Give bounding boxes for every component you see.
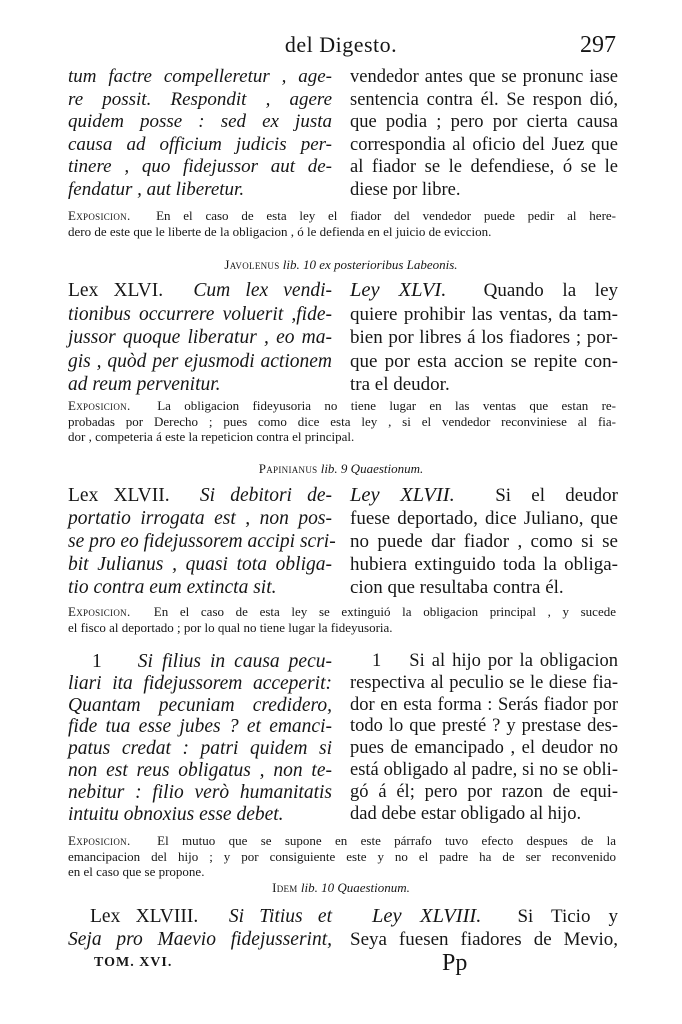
- exposicion-line: dero de este que le liberte de la obligacion , ó le defienda en el juicio de eviccion.: [68, 223, 492, 239]
- latin-line: ad reum pervenitur.: [68, 374, 221, 395]
- spanish-line: diese por libre.: [350, 179, 461, 200]
- latin-line: gis , quòd per ejusmodi actionem: [68, 350, 332, 372]
- latin-column: [68, 905, 338, 951]
- spanish-line: 1 Si al hijo por la obligacion: [372, 651, 619, 671]
- source-author: Idem: [272, 880, 298, 895]
- exposicion-line: el fisco al deportado ; por lo qual no tiene lugar la fideyusoria.: [68, 619, 393, 635]
- latin-line: bit Julianus , quasi tota obliga-: [68, 554, 332, 575]
- exposicion-note: [68, 604, 616, 635]
- spanish-line: bien por libres á los fiadores ; por-: [350, 327, 618, 348]
- spanish-column: [350, 484, 618, 599]
- spanish-line: Ley XLVII. Si el deudor: [350, 484, 618, 506]
- exposicion-line: Exposicion. En el caso de esta ley se extinguió la obligacion principal , y sucede: [68, 604, 616, 619]
- law-47-paragraph-1: [0, 651, 682, 825]
- spanish-line: quiere prohibir las ventas, da tam-: [350, 303, 618, 325]
- source-citation: [0, 461, 682, 476]
- spanish-line: Ley XLVI. Quando la ley: [350, 279, 618, 301]
- source-author: Javolenus: [224, 257, 280, 272]
- spanish-line: no puede dar fiador , como si se: [350, 531, 618, 552]
- latin-column: [68, 279, 338, 397]
- source-citation: [0, 257, 682, 272]
- latin-line: re possit. Respondit , agere: [68, 88, 332, 110]
- page-number: 297: [580, 32, 616, 58]
- latin-column: [68, 651, 338, 825]
- exposicion-line: Exposicion. El mutuo que se supone en este párrafo tuvo efecto despues de la: [68, 833, 617, 848]
- latin-line: tio contra eum extincta sit.: [68, 577, 277, 598]
- exposicion-line: Exposicion. En el caso de esta ley el fiador del vendedor puede pedir al here-: [68, 208, 616, 223]
- law-47: [0, 484, 682, 599]
- latin-line: portatio irrogata est , non pos-: [68, 508, 332, 529]
- latin-line: causa ad officium judicis per-: [68, 133, 332, 155]
- latin-line: Seja pro Maevio fidejusserint,: [68, 929, 332, 950]
- latin-line: non est reus obligatus , non te-: [68, 759, 332, 781]
- source-author: Papinianus: [258, 461, 318, 476]
- latin-line: nebitur : filio verò humanitatis: [68, 781, 332, 803]
- latin-line: liari ita fidejussorem acceperit:: [68, 672, 332, 694]
- spanish-line: vendedor antes que se pronunc iase: [350, 67, 618, 87]
- exposicion-line: emancipacion del hijo ; y por consiguiente este y no el padre ha de ser reconvenido: [68, 848, 616, 864]
- spanish-line: todo lo que presté ? y prestase des-: [350, 716, 618, 737]
- spanish-line: está obligado al padre, si no se obli-: [350, 759, 618, 780]
- latin-line: 1 Si filius in causa pecu-: [92, 651, 332, 672]
- latin-line: intuitu obnoxius esse debet.: [68, 803, 284, 825]
- law-46: [0, 279, 682, 397]
- exposicion-line: en el caso que se propone.: [68, 864, 205, 879]
- lex-label: Lex XLVII.: [68, 485, 170, 506]
- source-reference: lib. 10 Quaestionum.: [300, 880, 410, 895]
- exposicion-note: [68, 833, 616, 880]
- lex-label: Lex XLVIII.: [90, 906, 199, 927]
- spanish-line: Seya fuesen fiadores de Mevio,: [350, 929, 618, 950]
- spanish-line: tra el deudor.: [350, 374, 450, 395]
- exposicion-note: [68, 398, 616, 445]
- spanish-line: Ley XLVIII. Si Ticio y: [372, 905, 619, 927]
- ley-label: Ley XLVII.: [350, 484, 455, 506]
- spanish-line: correspondia al oficio del Juez que: [350, 134, 618, 155]
- latin-line: tionibus occurrere voluerit ,fide-: [68, 303, 332, 325]
- latin-line: fendatur , aut liberetur.: [68, 178, 245, 200]
- exposicion-line: Exposicion. La obligacion fideyusoria no tiene lugar en las ventas que estan re-: [68, 398, 617, 413]
- spanish-line: sentencia contra él. Se respon dió,: [350, 89, 618, 110]
- spanish-line: pues de emancipado , el deudor no: [350, 738, 618, 759]
- spanish-line: hubiera extinguido toda la obliga-: [350, 554, 618, 575]
- lex-label: Lex XLVI.: [68, 280, 164, 301]
- spanish-line: dad debe estar obligado al hijo.: [350, 803, 582, 824]
- latin-line: quidem posse : sed ex justa: [68, 111, 332, 132]
- source-reference: lib. 10 ex posterioribus Labeonis.: [282, 257, 458, 272]
- latin-column: [68, 66, 338, 201]
- latin-line: tinere , quo fidejussor aut de-: [68, 156, 332, 177]
- latin-line: tum factre compelleretur , age-: [68, 66, 332, 87]
- spanish-line: respectiva al peculio se le diese fia-: [350, 672, 618, 693]
- latin-line: se pro eo fidejussorem accipi scri-: [68, 531, 336, 552]
- latin-line: fide tua esse jubes ? et emanci-: [68, 716, 332, 738]
- latin-line: jussor quoque liberatur , eo ma-: [68, 327, 332, 348]
- exposicion-label: Exposicion.: [68, 833, 131, 848]
- running-title: del Digesto.: [284, 32, 398, 57]
- latin-line: Quantam pecuniam credidero,: [68, 694, 332, 716]
- exposicion-note: [68, 208, 616, 239]
- spanish-line: al fiador se le defendiese, ó se le: [350, 157, 618, 177]
- volume-mark: TOM. XVI.: [94, 955, 173, 970]
- signature-mark: Pp: [442, 950, 468, 976]
- exposicion-label: Exposicion.: [68, 604, 131, 619]
- spanish-line: dor en esta forma : Serás fiador por: [350, 694, 618, 715]
- ley-label: Ley XLVI.: [350, 279, 447, 301]
- exposicion-label: Exposicion.: [68, 398, 131, 413]
- latin-column: [68, 484, 338, 599]
- exposicion-line: dor , competeria á este la repeticion contra el principal.: [68, 429, 355, 444]
- exposicion-label: Exposicion.: [68, 208, 131, 223]
- spanish-line: cion que resultaba contra él.: [350, 577, 564, 598]
- paragraph-number: 1: [372, 651, 382, 671]
- spanish-line: gó á él; pero por razon de equi-: [350, 781, 618, 802]
- latin-line: Lex XLVIII. Si Titius et: [90, 906, 332, 927]
- source-reference: lib. 9 Quaestionum.: [320, 461, 424, 476]
- spanish-column: [350, 66, 618, 201]
- spanish-column: [350, 905, 618, 951]
- latin-line: Lex XLVII. Si debitori de-: [68, 485, 332, 506]
- latin-line: Lex XLVI. Cum lex vendi-: [68, 280, 332, 301]
- ley-label: Ley XLVIII.: [372, 905, 482, 927]
- latin-line: patus credat : patri quidem si: [68, 738, 332, 760]
- passage-continuation: [0, 66, 682, 201]
- law-48: [0, 905, 682, 951]
- exposicion-line: probadas por Derecho ; pues como dice esta ley , si el vendedor reconviniese al fia-: [68, 413, 616, 429]
- source-citation: [0, 880, 682, 895]
- spanish-line: fuese deportado, dice Juliano, que: [350, 508, 618, 529]
- paragraph-number: 1: [92, 651, 102, 672]
- spanish-line: que por esta accion se repite con-: [350, 350, 618, 372]
- spanish-line: que podia ; pero por cierta causa: [350, 112, 618, 132]
- spanish-column: [350, 279, 618, 397]
- spanish-column: [350, 651, 618, 825]
